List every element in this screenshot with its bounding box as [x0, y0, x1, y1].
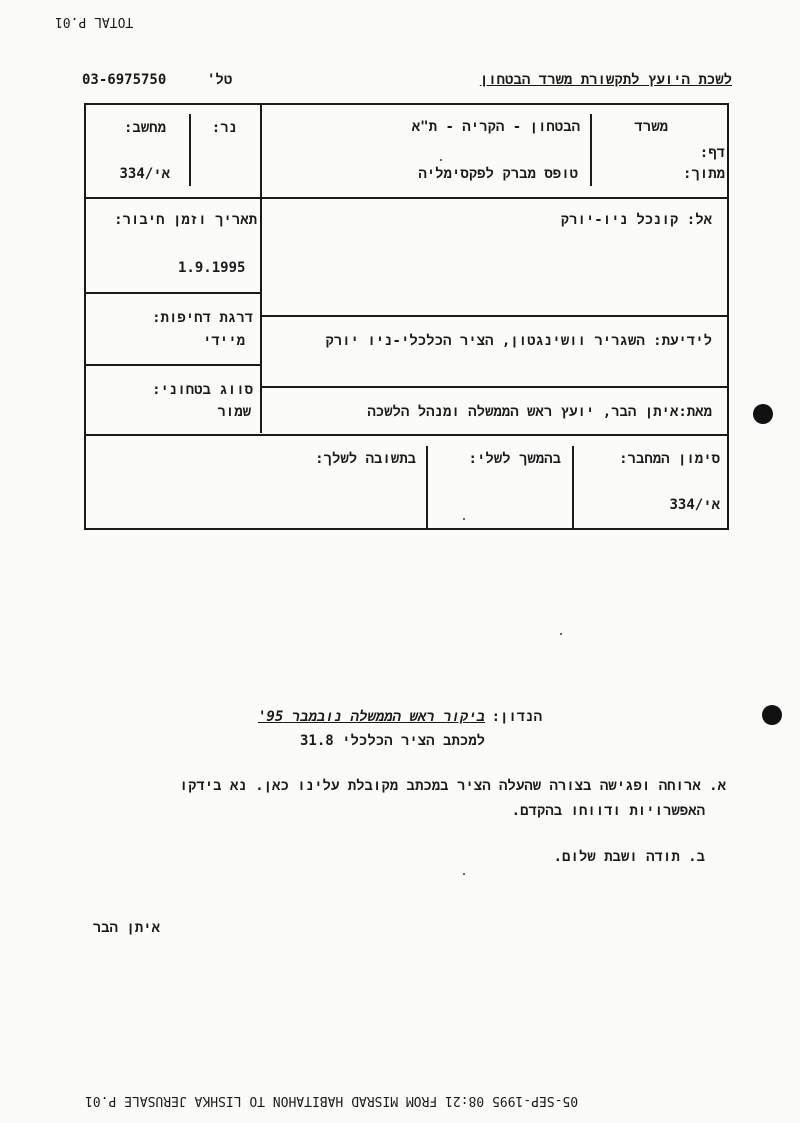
phone-number: 03-6975750 [82, 72, 167, 88]
transmission-type: טופס מברק לפקסימליה [418, 166, 578, 182]
page-label: דף: [699, 145, 725, 161]
computer-value: אי/334 [119, 166, 170, 182]
from-total-label: מתוך: [682, 166, 725, 182]
subject-value: ביקור ראש הממשלה נובמבר 95' [257, 709, 485, 725]
author-code-label: סימון המחבר: [619, 451, 720, 467]
bottom-fax-stamp-text: 05-SEP-1995 08:21 FROM MISRAD HABITAHON TO LISHKA JERUSALE P.01 [85, 1093, 579, 1108]
author-code-value: אי/334 [669, 497, 720, 513]
subject-reference: למכתב הציר הכלכלי 31.8 [299, 733, 485, 749]
paragraph-b: ב. תודה ושבת שלום. [553, 849, 705, 865]
sender-line: מאת:איתן הבר, יועץ ראש הממשלה ומנהל הלשכה [367, 404, 712, 420]
signature: איתן הבר [92, 920, 160, 936]
date-label: תאריך וזמן חיבור: [114, 212, 257, 228]
sender-office-location: הבטחון - הקריה - ת"א [411, 119, 580, 135]
paragraph-a-line-2: האפשרויות ודווחו בהקדם. [511, 803, 705, 819]
computer-label: מחשב: [123, 120, 166, 136]
continuation-label: בהמשך לשלי: [468, 451, 561, 467]
office-header: לשכת היועץ לתקשורת משרד הבטחון [479, 72, 732, 88]
binder-hole [753, 404, 773, 424]
date-value: 1.9.1995 [178, 260, 246, 276]
cc-line: לידיעת: השגריר וושינגטון, הציר הכלכלי-ניו יורק [325, 333, 712, 349]
top-fax-stamp-text: TOTAL P.01 [55, 14, 134, 29]
reply-label: בתשובה לשלך: [315, 451, 416, 467]
subject-label: הנדון: [491, 709, 542, 725]
bottom-fax-stamp [85, 1093, 578, 1108]
paragraph-a-line-1: א. ארוחה ופגישה בצורה שהעלה הציר במכתב מקובלת עלינו כאן. נא בידקו [179, 778, 726, 794]
urgency-value: מיידי [202, 333, 245, 349]
security-label: סווג בטחוני: [152, 382, 253, 398]
urgency-label: דרגת דחיפות: [152, 310, 253, 326]
serial-label: נר: [211, 120, 237, 136]
phone-label: טל' [207, 72, 233, 88]
binder-hole [762, 705, 782, 725]
top-fax-stamp [55, 14, 133, 29]
security-value: שמור [217, 404, 251, 420]
recipient-line: אל: קונכל ניו-יורק [560, 212, 712, 228]
sender-office-word: משרד [634, 119, 668, 135]
